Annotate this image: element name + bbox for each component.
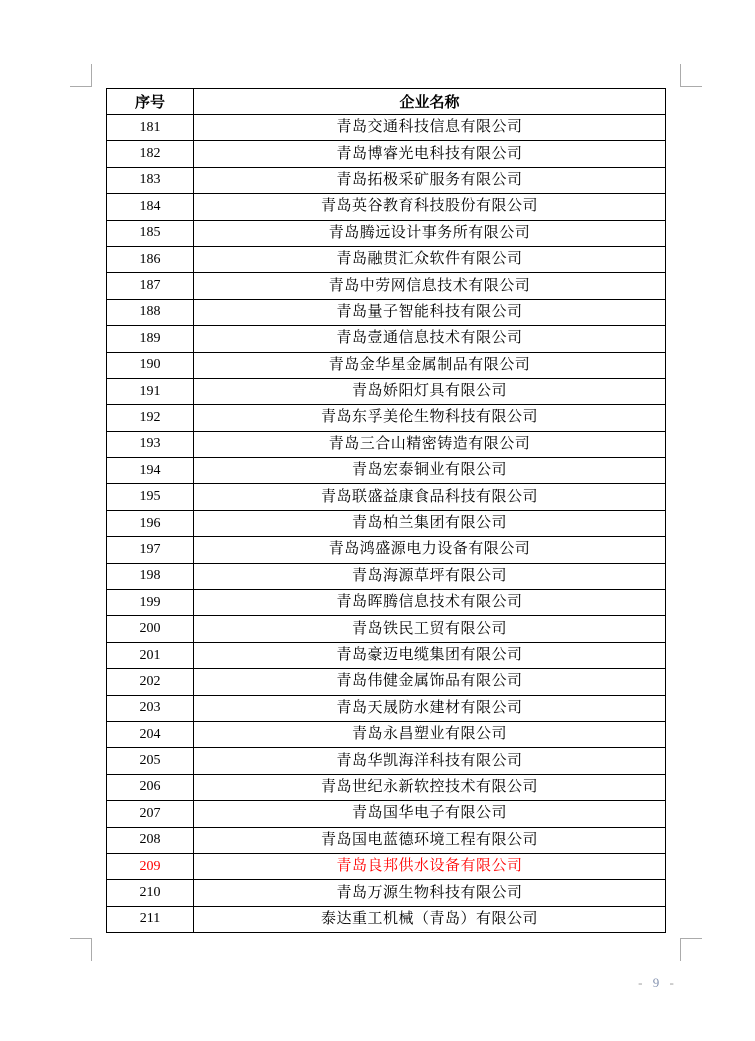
table-row [107, 246, 666, 272]
row-index-cell: 185 [107, 220, 194, 246]
table-row [107, 906, 666, 932]
table-row [107, 880, 666, 906]
row-index-cell: 196 [107, 510, 194, 536]
company-table [106, 88, 666, 933]
row-index-cell: 189 [107, 326, 194, 352]
row-index-cell: 184 [107, 194, 194, 220]
row-index-cell: 183 [107, 167, 194, 193]
company-name-cell: 青岛融贯汇众软件有限公司 [194, 246, 666, 272]
column-header-index: 序号 [107, 89, 194, 115]
table-row [107, 220, 666, 246]
row-index-cell: 207 [107, 801, 194, 827]
crop-mark-top-right-icon [680, 64, 702, 87]
table-row [107, 352, 666, 378]
table-row [107, 853, 666, 879]
row-index-cell: 192 [107, 405, 194, 431]
company-name-cell: 青岛鸿盛源电力设备有限公司 [194, 537, 666, 563]
page-number-value: 9 [652, 975, 660, 990]
row-index-cell: 198 [107, 563, 194, 589]
row-index-cell: 182 [107, 141, 194, 167]
table-row [107, 431, 666, 457]
company-name-cell: 青岛晖腾信息技术有限公司 [194, 590, 666, 616]
company-name-cell: 青岛腾远设计事务所有限公司 [194, 220, 666, 246]
company-name-cell: 青岛交通科技信息有限公司 [194, 115, 666, 141]
page-number-dash-right: - [669, 975, 674, 990]
table-row [107, 642, 666, 668]
company-name-cell: 青岛万源生物科技有限公司 [194, 880, 666, 906]
crop-mark-bottom-right-icon [680, 938, 702, 961]
row-index-cell: 209 [107, 853, 194, 879]
row-index-cell: 203 [107, 695, 194, 721]
company-name-cell: 青岛宏泰铜业有限公司 [194, 458, 666, 484]
row-index-cell: 193 [107, 431, 194, 457]
row-index-cell: 206 [107, 774, 194, 800]
company-name-cell: 青岛娇阳灯具有限公司 [194, 378, 666, 404]
company-name-cell: 青岛国华电子有限公司 [194, 801, 666, 827]
company-name-cell: 青岛豪迈电缆集团有限公司 [194, 642, 666, 668]
table-row [107, 537, 666, 563]
table-row [107, 748, 666, 774]
page-number-dash-left: - [638, 975, 643, 990]
company-name-cell: 青岛英谷教育科技股份有限公司 [194, 194, 666, 220]
table-row [107, 510, 666, 536]
table-row [107, 115, 666, 141]
company-name-cell: 青岛中劳网信息技术有限公司 [194, 273, 666, 299]
page-number [612, 975, 700, 991]
row-index-cell: 200 [107, 616, 194, 642]
table-row [107, 721, 666, 747]
column-header-company-name: 企业名称 [194, 89, 666, 115]
table-row [107, 774, 666, 800]
table-row [107, 669, 666, 695]
row-index-cell: 197 [107, 537, 194, 563]
row-index-cell: 194 [107, 458, 194, 484]
row-index-cell: 205 [107, 748, 194, 774]
table-row [107, 484, 666, 510]
company-name-cell: 青岛良邦供水设备有限公司 [194, 853, 666, 879]
row-index-cell: 191 [107, 378, 194, 404]
company-name-cell: 青岛海源草坪有限公司 [194, 563, 666, 589]
row-index-cell: 210 [107, 880, 194, 906]
row-index-cell: 202 [107, 669, 194, 695]
company-name-cell: 青岛东孚美伦生物科技有限公司 [194, 405, 666, 431]
company-name-cell: 青岛世纪永新软控技术有限公司 [194, 774, 666, 800]
table-row [107, 299, 666, 325]
row-index-cell: 199 [107, 590, 194, 616]
company-name-cell: 青岛永昌塑业有限公司 [194, 721, 666, 747]
table-row [107, 801, 666, 827]
table-row [107, 273, 666, 299]
company-name-cell: 青岛拓极采矿服务有限公司 [194, 167, 666, 193]
table-row [107, 378, 666, 404]
company-name-cell: 青岛量子智能科技有限公司 [194, 299, 666, 325]
company-name-cell: 青岛柏兰集团有限公司 [194, 510, 666, 536]
table-row [107, 590, 666, 616]
company-name-cell: 青岛三合山精密铸造有限公司 [194, 431, 666, 457]
row-index-cell: 208 [107, 827, 194, 853]
table-row [107, 194, 666, 220]
company-name-cell: 青岛国电蓝德环境工程有限公司 [194, 827, 666, 853]
table-body [107, 115, 666, 933]
table-header-row [107, 89, 666, 115]
company-name-cell: 青岛天晟防水建材有限公司 [194, 695, 666, 721]
company-name-cell: 青岛铁民工贸有限公司 [194, 616, 666, 642]
company-name-cell: 青岛博睿光电科技有限公司 [194, 141, 666, 167]
row-index-cell: 187 [107, 273, 194, 299]
crop-mark-top-left-icon [70, 64, 92, 87]
row-index-cell: 188 [107, 299, 194, 325]
table-row [107, 458, 666, 484]
table-row [107, 616, 666, 642]
company-name-cell: 泰达重工机械（青岛）有限公司 [194, 906, 666, 932]
row-index-cell: 204 [107, 721, 194, 747]
table-row [107, 141, 666, 167]
row-index-cell: 181 [107, 115, 194, 141]
row-index-cell: 211 [107, 906, 194, 932]
table-row [107, 827, 666, 853]
company-name-cell: 青岛华凯海洋科技有限公司 [194, 748, 666, 774]
row-index-cell: 186 [107, 246, 194, 272]
company-name-cell: 青岛金华星金属制品有限公司 [194, 352, 666, 378]
table-row [107, 563, 666, 589]
company-name-cell: 青岛联盛益康食品科技有限公司 [194, 484, 666, 510]
table-row [107, 405, 666, 431]
row-index-cell: 195 [107, 484, 194, 510]
table-row [107, 695, 666, 721]
row-index-cell: 190 [107, 352, 194, 378]
table-row [107, 326, 666, 352]
company-name-cell: 青岛伟健金属饰品有限公司 [194, 669, 666, 695]
table-row [107, 167, 666, 193]
row-index-cell: 201 [107, 642, 194, 668]
company-name-cell: 青岛壹通信息技术有限公司 [194, 326, 666, 352]
crop-mark-bottom-left-icon [70, 938, 92, 961]
